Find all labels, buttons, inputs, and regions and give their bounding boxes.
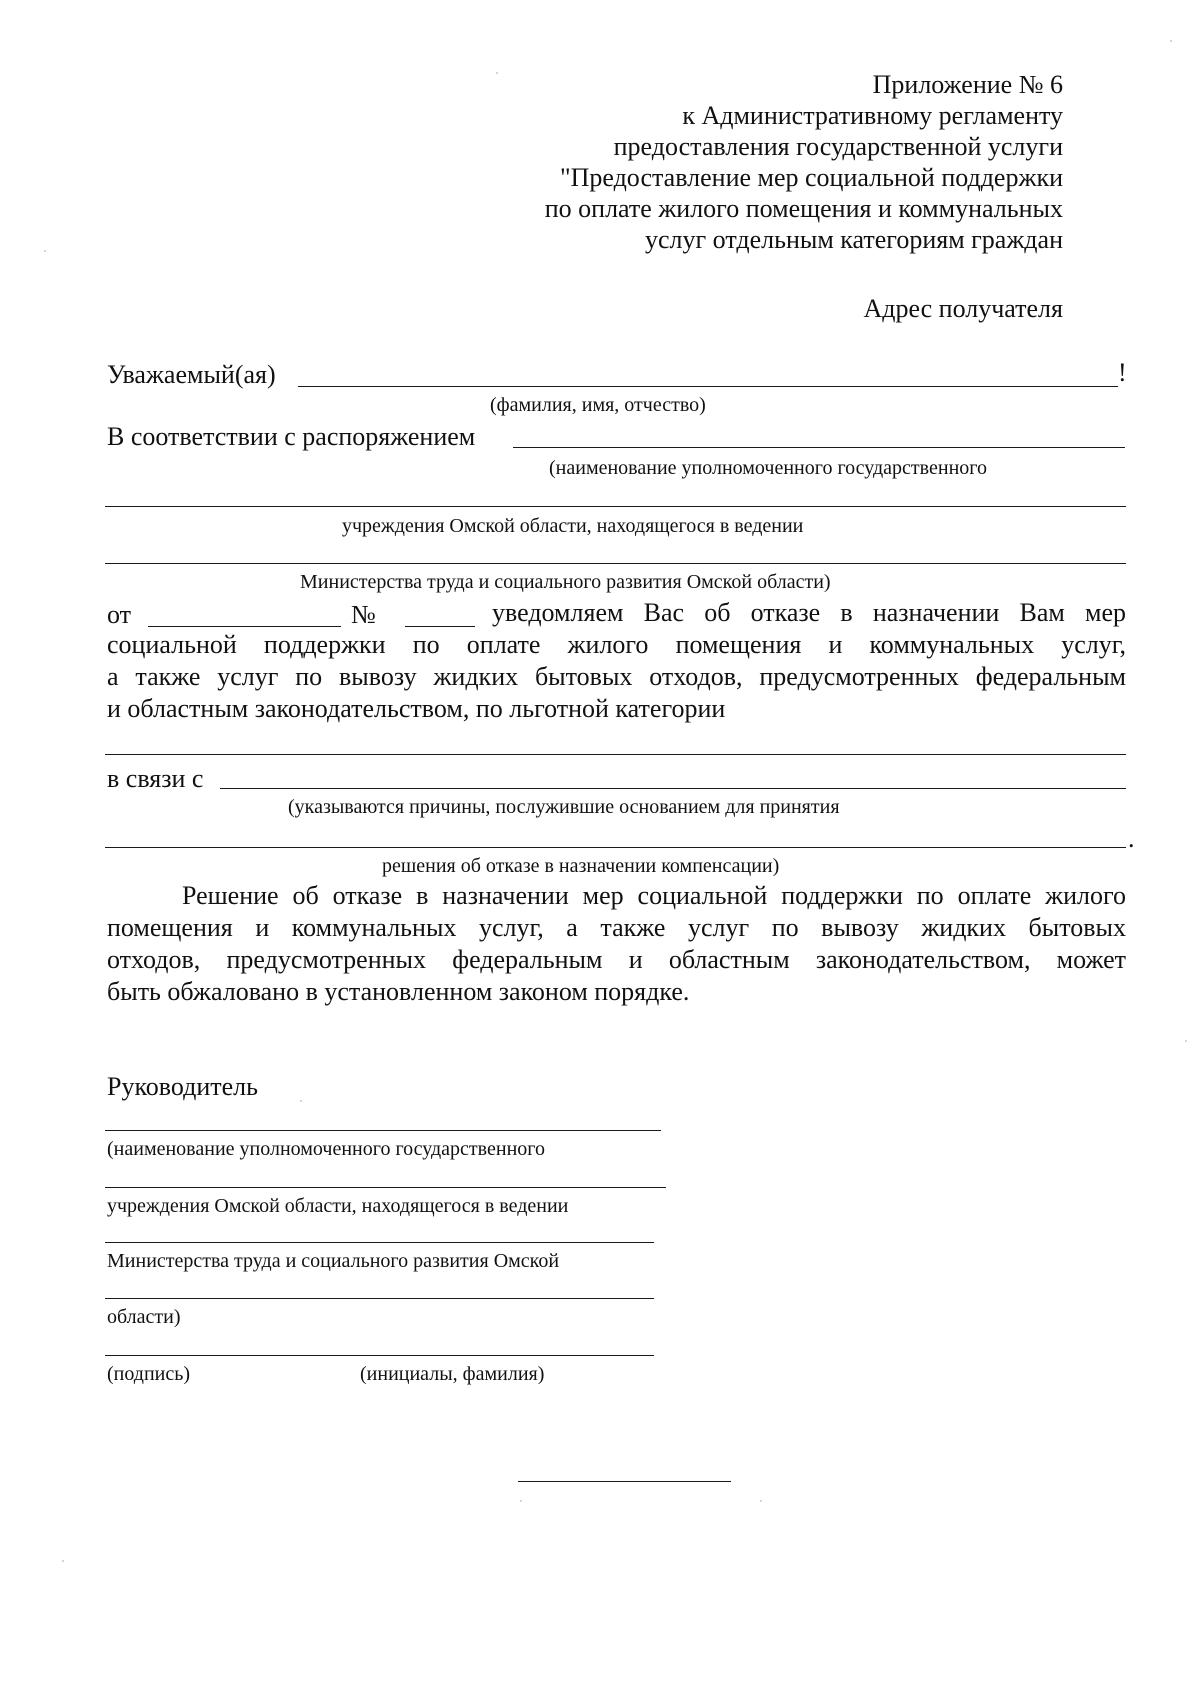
appeal-text-line: отходов, предусмотренных федеральным и областным законодательством, может bbox=[107, 945, 1126, 974]
org-hint-1: (наименование уполномоченного государственного bbox=[549, 457, 987, 479]
recipient-address-label: Адрес получателя bbox=[863, 294, 1063, 323]
scan-speck bbox=[300, 1100, 302, 1102]
from-label: от bbox=[107, 600, 132, 629]
due-to-label: в связи с bbox=[107, 764, 204, 793]
scan-speck bbox=[760, 1500, 762, 1502]
appendix-ref-line: предоставления государственной услуги bbox=[613, 132, 1063, 161]
signature-hint: (подпись) bbox=[107, 1363, 191, 1385]
date-blank-line bbox=[148, 626, 341, 627]
scan-speck bbox=[1185, 1040, 1187, 1042]
order-blank-line bbox=[513, 447, 1125, 448]
reason-blank-line bbox=[220, 788, 1126, 789]
notify-text-last: и областным законодательством, по льготной категории bbox=[107, 694, 726, 723]
signature-org-hint: учреждения Омской области, находящегося в ведении bbox=[107, 1195, 569, 1217]
signature-org-hint: (наименование уполномоченного государственного bbox=[107, 1138, 545, 1160]
appendix-ref-line: по оплате жилого помещения и коммунальных bbox=[544, 194, 1063, 223]
signature-org-line bbox=[105, 1187, 666, 1188]
salutation-label: Уважаемый(ая) bbox=[107, 360, 276, 389]
scan-speck bbox=[1170, 40, 1172, 42]
appeal-text-line: помещения и коммунальных услуг, а также услуг по вывозу жидких бытовых bbox=[107, 913, 1126, 942]
scan-speck bbox=[62, 1560, 64, 1562]
scan-speck bbox=[496, 72, 498, 74]
notify-text-start: уведомляем Вас об отказе в назначении Вам мер bbox=[492, 598, 1126, 627]
appendix-ref-line: услуг отдельным категориям граждан bbox=[645, 225, 1063, 254]
appeal-text-last: быть обжаловано в установленном законом порядке. bbox=[107, 977, 690, 1006]
signature-org-hint: области) bbox=[107, 1306, 181, 1328]
appendix-ref-line: к Административному регламенту bbox=[682, 101, 1063, 130]
org-hint-2: учреждения Омской области, находящегося в ведении bbox=[342, 515, 804, 537]
closing-separator-line bbox=[518, 1481, 731, 1482]
fio-blank-line bbox=[298, 386, 1118, 387]
signature-org-line bbox=[105, 1298, 654, 1299]
signature-org-line bbox=[105, 1242, 654, 1243]
org-blank-line bbox=[105, 506, 1126, 507]
category-blank-line bbox=[105, 754, 1126, 755]
number-blank-line bbox=[405, 626, 475, 627]
according-label: В соответствии с распоряжением bbox=[107, 422, 476, 451]
org-hint-3: Министерства труда и социального развития Омской области) bbox=[300, 571, 831, 593]
exclamation-mark: ! bbox=[1118, 358, 1127, 387]
reason-blank-line bbox=[105, 847, 1126, 848]
scan-speck bbox=[520, 1500, 522, 1502]
number-sign: № bbox=[351, 600, 376, 629]
signature-org-hint: Министерства труда и социального развития Омской bbox=[107, 1250, 560, 1272]
appendix-number: Приложение № 6 bbox=[872, 70, 1063, 99]
signature-line bbox=[105, 1355, 654, 1356]
notify-text-line: а также услуг по вывозу жидких бытовых отходов, предусмотренных федеральным bbox=[107, 662, 1126, 691]
period-mark: . bbox=[1128, 824, 1135, 853]
appeal-text-first: Решение об отказе в назначении мер социальной поддержки по оплате жилого bbox=[182, 881, 1126, 910]
reason-hint-2: решения об отказе в назначении компенсации) bbox=[382, 855, 780, 877]
org-blank-line bbox=[105, 563, 1126, 564]
scan-speck bbox=[44, 250, 46, 252]
initials-hint: (инициалы, фамилия) bbox=[360, 1363, 545, 1385]
fio-hint: (фамилия, имя, отчество) bbox=[490, 394, 706, 416]
reason-hint-1: (указываются причины, послужившие основанием для принятия bbox=[288, 796, 840, 818]
appendix-ref-line: "Предоставление мер социальной поддержки bbox=[559, 163, 1063, 192]
signature-org-line bbox=[105, 1130, 661, 1131]
head-label: Руководитель bbox=[107, 1072, 258, 1101]
notify-text-line: социальной поддержки по оплате жилого помещения и коммунальных услуг, bbox=[107, 630, 1126, 659]
